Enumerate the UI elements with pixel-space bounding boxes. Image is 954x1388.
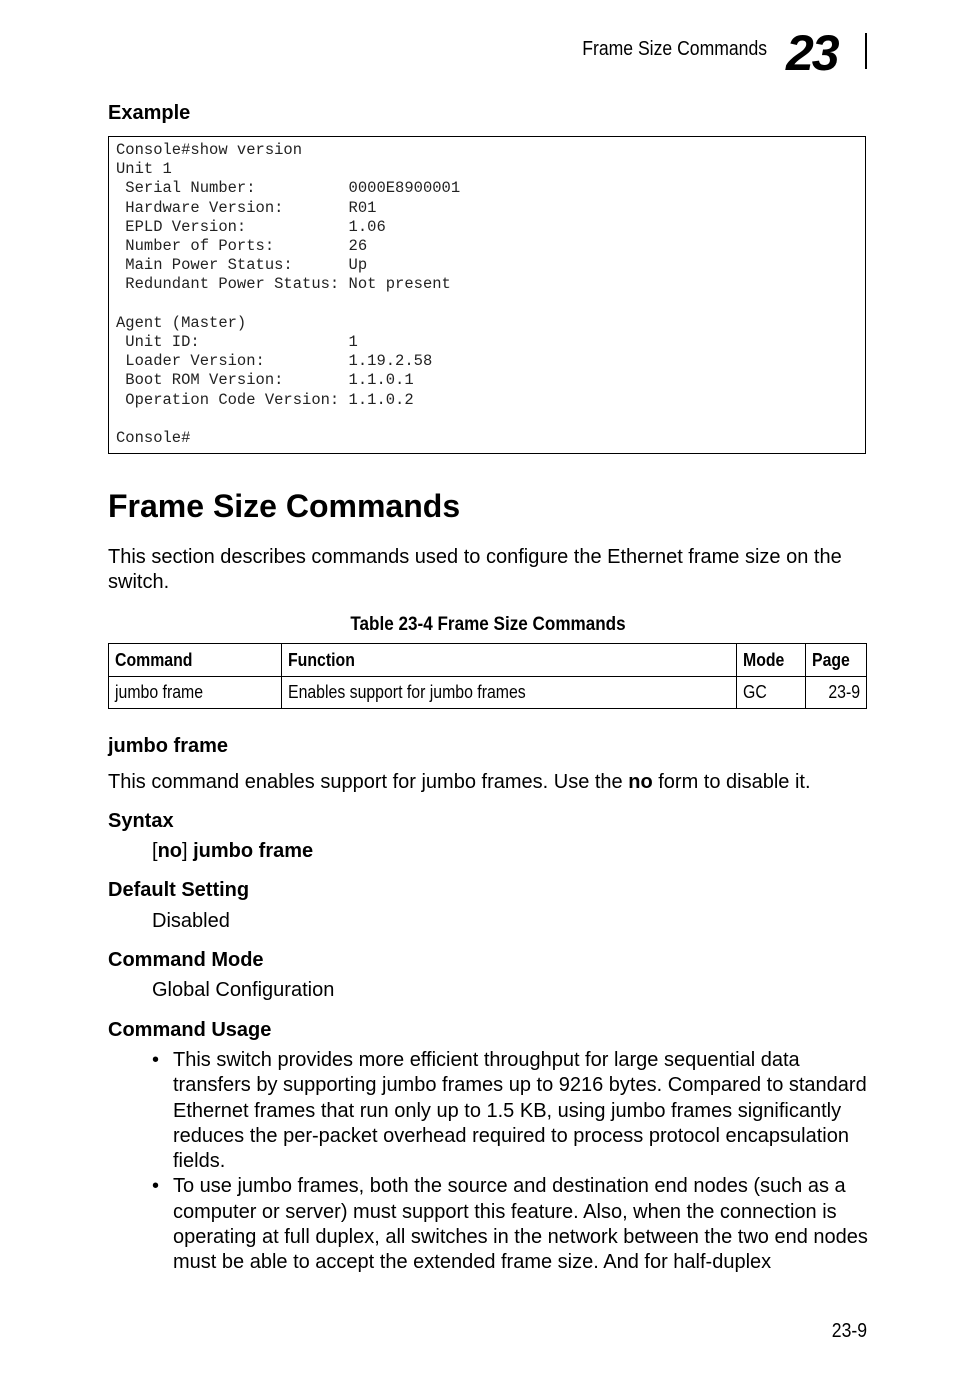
commands-table <box>108 643 867 709</box>
section-intro: This section describes commands used to configure the Ethernet frame size on the switch. <box>108 546 842 593</box>
bullet-marker: • <box>152 1049 160 1071</box>
table-cell-page: 23-9 <box>806 677 867 709</box>
table-header-cell: Mode <box>737 644 806 677</box>
table-row <box>109 677 867 709</box>
default-setting-heading: Default Setting <box>108 879 250 901</box>
table-header-cell: Page <box>806 644 867 677</box>
table-header-cell: Function <box>282 644 737 677</box>
code-example-box <box>108 136 866 454</box>
command-usage-heading: Command Usage <box>108 1019 272 1041</box>
list-item: • To use jumbo frames, both the source and destination end nodes (such as a computer or server) must support this feature. Also, when the connection is operating at full duplex, all switches in the network between the two end nodes must be able to accept the extended frame size. And for half-duplex <box>152 1175 868 1274</box>
list-item: • This switch provides more efficient throughput for large sequential data transfers by supporting jumbo frames up to 9216 bytes. Compared to standard Ethernet frames that run only up to 1.5 KB, using jumbo frames significantly reduces the per-packet overhead required to process protocol encapsulation fields. <box>152 1049 867 1173</box>
syntax-heading: Syntax <box>108 810 174 832</box>
section-title: Frame Size Commands <box>108 488 461 524</box>
example-heading: Example <box>108 102 191 124</box>
table-caption: Table 23-4 Frame Size Commands <box>350 614 626 635</box>
table-cell-mode: GC <box>737 677 806 709</box>
syntax-line: [no] jumbo frame <box>152 840 314 862</box>
chapter-rule <box>865 33 867 69</box>
command-usage-list <box>152 1048 868 1276</box>
bullet-marker: • <box>152 1175 160 1198</box>
table-cell-function: Enables support for jumbo frames <box>282 677 737 709</box>
table-header-cell: Command <box>109 644 282 677</box>
table-cell-command: jumbo frame <box>109 677 282 709</box>
default-setting-value: Disabled <box>152 910 230 932</box>
running-header-title: Frame Size Commands <box>582 38 767 60</box>
page-number: 23-9 <box>831 1320 867 1342</box>
command-heading: jumbo frame <box>108 735 229 757</box>
chapter-number: 23 <box>786 25 838 81</box>
command-mode-value: Global Configuration <box>152 979 335 1001</box>
code-example: Console#show version Unit 1 Serial Number: 0000E8900001 Hardware Version: R01 EPLD Version: 1.06 Number of Ports: 26 Main Power Status: Up Redundant Power Status: Not present Agent (Master) Unit ID: 1 Loader Version: 1.19.2.58 Boot ROM Version: 1.1.0.1 Operation Code Version: 1.1.0.2 Console# <box>116 141 461 448</box>
command-description: This command enables support for jumbo frames. Use the no form to disable it. <box>108 771 811 793</box>
command-mode-heading: Command Mode <box>108 949 264 971</box>
table-header-row <box>109 644 867 677</box>
